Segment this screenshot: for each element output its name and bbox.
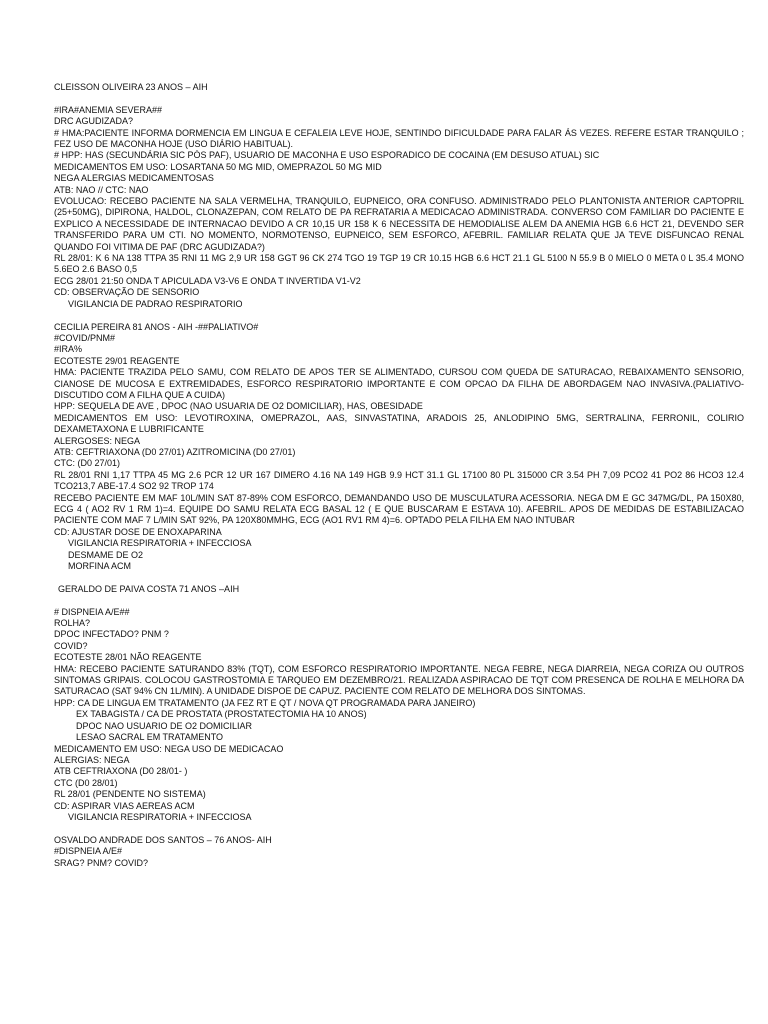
patient-name: CECILIA PEREIRA 81 ANOS - AIH -##PALIATIVO#	[54, 321, 259, 332]
diagnosis-line: # DISPNEIA A/E##	[54, 606, 130, 617]
ctc-line: CTC: (D0 27/01)	[54, 458, 121, 469]
conduct-item: VIGILANCIA RESPIRATORIA + INFECCIOSA	[68, 811, 252, 822]
conduct-line: CD: AJUSTAR DOSE DE ENOXAPARINA	[54, 526, 222, 537]
conduct-item: VIGILANCIA RESPIRATORIA + INFECCIOSA	[68, 538, 252, 549]
atb-line: ATB: CEFTRIAXONA (D0 27/01) AZITROMICINA (D0 27/01)	[54, 446, 296, 457]
hma-paragraph: # HMA:PACIENTE INFORMA DORMENCIA EM LINGUA E CEFALEIA LEVE HOJE, SENTINDO DIFICULDADE PARA FALAR ÁS VEZES. REFERE ESTAR TRANQUILO ; FEZ USO DE MACONHA HOJE (USO DIÁRIO HABITUAL).	[54, 127, 744, 150]
diagnosis-line: #IRA#ANEMIA SEVERA##	[54, 104, 163, 115]
patient-name: GERALDO DE PAIVA COSTA 71 ANOS –AIH	[58, 583, 240, 594]
diagnosis-line: #IRA%	[54, 344, 83, 355]
atb-line: ATB CEFTRIAXONA (D0 28/01- )	[54, 766, 188, 777]
hma-paragraph: HMA: RECEBO PACIENTE SATURANDO 83% (TQT), COM ESFORCO RESPIRATORIO IMPORTANTE. NEGA FEBRE, NEGA DIARREIA, NEGA CORIZA OU OUTROS SINTOMAS GRIPAIS. COLOCOU GASTROSTOMIA E TARQUEO EM DEZEMBRO/21. REALIZADA ASPIRACAO DE TQT COM PRESENCA DE ROLHA E MELHORA DA SATURACAO (SAT 94% CN 1L/MIN). A UNIDADE DISPOE DE CAPUZ. PACIENTE COM RELATO DE MELHORA DOS SINTOMAS.	[54, 663, 744, 697]
patient-note-osvaldo	[54, 835, 744, 869]
evolution-paragraph: RECEBO PACIENTE EM MAF 10L/MIN SAT 87-89% COM ESFORCO, DEMANDANDO USO DE MUSCULATURA ACESSORIA. NEGA DM E GC 347MG/DL, PA 150X80, ECG 4 ( AO2 RV 1 RM 1)=4. EQUIPE DO SAMU RELATA ECG BASAL 12 ( E QUE BUSCARAM E ESTAVA 10). AFEBRIL. APOS DE MEDIDAS DE ESTABILIZACAO PACIENTE COM MAF 7 L/MIN SAT 92%, PA 120X80MMHG, ECG (AO1 RV1 RM 4)=6. OPTADO PELA FILHA EM NAO INTUBAR	[54, 492, 744, 526]
patient-note-cleisson	[54, 82, 744, 310]
hpp-item: EX TABAGISTA / CA DE PROSTATA (PROSTATECTOMIA HA 10 ANOS)	[76, 709, 367, 720]
diagnosis-line: SRAG? PNM? COVID?	[54, 857, 149, 868]
conduct-item: MORFINA ACM	[68, 561, 132, 572]
diagnosis-line: #DISPNEIA A/E#	[54, 846, 123, 857]
labs-paragraph: RL 28/01 RNI 1,17 TTPA 45 MG 2.6 PCR 12 UR 167 DIMERO 4.16 NA 149 HGB 9.9 HCT 31.1 GL 17100 80 PL 315000 CR 3.54 PH 7,09 PCO2 41 PO2 86 HCO3 12.4 TCO213,7 ABE-17.4 SO2 92 TROP 174	[54, 469, 744, 492]
test-result-line: ECOTESTE 29/01 REAGENTE	[54, 355, 180, 366]
patient-name: CLEISSON OLIVEIRA 23 ANOS – AIH	[54, 82, 208, 92]
ecg-line: ECG 28/01 21:50 ONDA T APICULADA V3-V6 E ONDA T INVERTIDA V1-V2	[54, 275, 361, 286]
conduct-line: CD: OBSERVAÇÃO DE SENSORIO	[54, 287, 200, 298]
atb-ctc-line: ATB: NAO // CTC: NAO	[54, 184, 149, 195]
conduct-line: CD: ASPIRAR VIAS AEREAS ACM	[54, 800, 195, 811]
labs-line: RL 28/01 (PENDENTE NO SISTEMA)	[54, 789, 206, 800]
medications-line: MEDICAMENTOS EM USO: LOSARTANA 50 MG MID, OMEPRAZOL 50 MG MID	[54, 161, 382, 172]
patient-note-geraldo	[54, 584, 744, 824]
hpp-line: # HPP: HAS (SECUNDÁRIA SIC PÓS PAF), USUARIO DE MACONHA E USO ESPORADICO DE COCAINA (EM DESUSO ATUAL) SIC	[54, 150, 600, 161]
diagnosis-line: COVID?	[54, 640, 88, 651]
conduct-item: VIGILANCIA DE PADRAO RESPIRATORIO	[68, 298, 243, 309]
labs-paragraph: RL 28/01: K 6 NA 138 TTPA 35 RNI 11 MG 2,9 UR 158 GGT 96 CK 274 TGO 19 TGP 19 CR 10.15 HGB 6.6 HCT 21.1 GL 5100 N 55.9 B 0 MIELO 0 META 0 L 35.4 MONO 5.6EO 2.6 BASO 0,5	[54, 253, 744, 275]
conduct-item: DESMAME DE O2	[68, 549, 144, 560]
medications-line: MEDICAMENTO EM USO: NEGA USO DE MEDICACAO	[54, 743, 284, 754]
evolution-paragraph: EVOLUCAO: RECEBO PACIENTE NA SALA VERMELHA, TRANQUILO, EUPNEICO, ORA CONFUSO. ADMINISTRADO PELO PLANTONISTA ANTERIOR CAPTOPRIL (25+50MG), DIPIRONA, HALDOL, CLONAZEPAN, COM RELATO DE PA REFRATARIA A MEDICACAO ADMINISTRADA. CONVERSO COM FAMILIAR DO PACIENTE E EXPLICO A NECESSIDADE DE INTERNACAO DEVIDO A CR 10,15 UR 158 K 6 NECESSITA DE HEMODIALISE ALEM DA ANEMIA HGB 6.6 HCT 21, DEVENDO SER TRANSFERIDO PARA UM CTI. NO MOMENTO, NORMOTENSO, EUPNEICO, SEM ESFORCO, AFEBRIL. FAMILIAR RELATA QUE JA TEVE DISFUNCAO RENAL QUANDO FOI VITIMA DE PAF (DRC AGUDIZADA?)	[54, 196, 744, 252]
medications-paragraph: MEDICAMENTOS EM USO: LEVOTIROXINA, OMEPRAZOL, AAS, SINVASTATINA, ARADOIS 25, ANLODIPINO 5MG, SERTRALINA, FERRONIL, COLIRIO DEXAMETAXONA E LUBRIFICANTE	[54, 412, 744, 435]
diagnosis-line: DPOC INFECTADO? PNM ?	[54, 629, 169, 640]
diagnosis-line: #COVID/PNM#	[54, 332, 116, 343]
hpp-line: HPP: SEQUELA DE AVE , DPOC (NAO USUARIA DE O2 DOMICILIAR), HAS, OBESIDADE	[54, 401, 423, 412]
allergies-line: ALERGIAS: NEGA	[54, 754, 130, 765]
test-result-line: ECOTESTE 28/01 NÃO REAGENTE	[54, 652, 202, 663]
allergies-line: NEGA ALERGIAS MEDICAMENTOSAS	[54, 173, 214, 184]
diagnosis-line: ROLHA?	[54, 618, 91, 629]
hpp-item: LESAO SACRAL EM TRATAMENTO	[76, 732, 224, 743]
ctc-line: CTC (D0 28/01)	[54, 777, 118, 788]
patient-note-cecilia	[54, 322, 744, 573]
patient-name: OSVALDO ANDRADE DOS SANTOS – 76 ANOS- AIH	[54, 834, 272, 845]
hpp-line: HPP: CA DE LINGUA EM TRATAMENTO (JA FEZ RT E QT / NOVA QT PROGRAMADA PARA JANEIRO)	[54, 697, 476, 708]
diagnosis-line: DRC AGUDIZADA?	[54, 116, 134, 127]
hpp-item: DPOC NAO USUARIO DE O2 DOMICILIAR	[76, 720, 253, 731]
allergies-line: ALERGOSES: NEGA	[54, 435, 141, 446]
hma-paragraph: HMA: PACIENTE TRAZIDA PELO SAMU, COM RELATO DE APOS TER SE ALIMENTADO, CURSOU COM QUEDA DE SATURACAO, REBAIXAMENTO SENSORIO, CIANOSE DE MUCOSA E EXTREMIDADES, ESFORCO RESPIRATORIO IMPORTANTE E COM OPCAO DA FILHA DE ABORDAGEM NAO INVASIVA.(PALIATIVO-DISCUTIDO COM A FILHA QUE A CUIDA)	[54, 367, 744, 400]
